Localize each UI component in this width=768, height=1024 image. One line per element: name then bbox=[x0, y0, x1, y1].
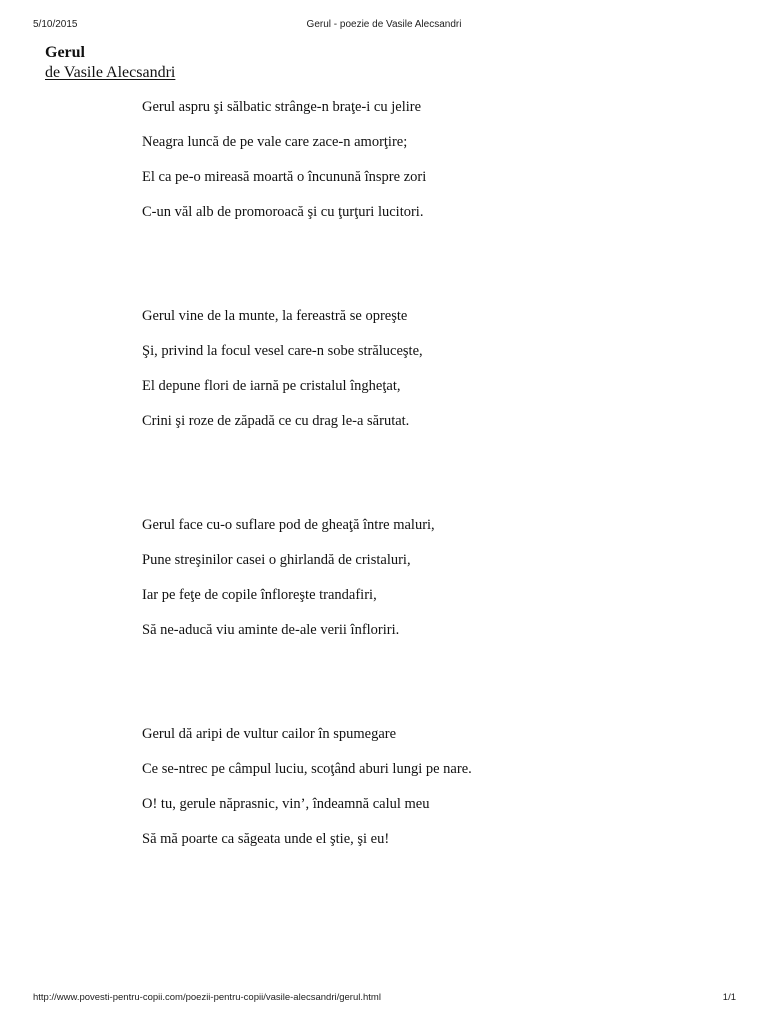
poem-line: El depune flori de iarnă pe cristalul îngheţat, bbox=[142, 378, 401, 394]
author-link[interactable]: de Vasile Alecsandri bbox=[45, 64, 176, 81]
stanza-1 bbox=[142, 98, 702, 238]
poem-line: C-un văl alb de promoroacă şi cu ţurţuri lucitori. bbox=[142, 204, 424, 220]
stanza-3 bbox=[142, 516, 702, 656]
poem-line: Ce se-ntrec pe câmpul luciu, scoţând aburi lungi pe nare. bbox=[142, 761, 472, 777]
poem-line: Crini şi roze de zăpadă ce cu drag le-a sărutat. bbox=[142, 413, 410, 429]
print-date: 5/10/2015 bbox=[33, 19, 78, 30]
poem-line: O! tu, gerule năprasnic, vin’, îndeamnă calul meu bbox=[142, 796, 430, 812]
print-header-title: Gerul - poezie de Vasile Alecsandri bbox=[306, 19, 462, 30]
poem-line: Pune streşinilor casei o ghirlandă de cristaluri, bbox=[142, 552, 411, 568]
poem-line: Neagra luncă de pe vale care zace-n amorţire; bbox=[142, 134, 408, 150]
stanza-2 bbox=[142, 307, 702, 447]
poem-line: Gerul face cu-o suflare pod de gheaţă între maluri, bbox=[142, 517, 435, 533]
poem-line: Să ne-aducă viu aminte de-ale verii înfloriri. bbox=[142, 622, 400, 638]
poem-title: Gerul bbox=[45, 44, 85, 61]
poem-line: Gerul dă aripi de vultur cailor în spumegare bbox=[142, 726, 397, 742]
page-number: 1/1 bbox=[722, 992, 736, 1003]
poem-body bbox=[142, 98, 702, 934]
poem-line: Şi, privind la focul vesel care-n sobe străluceşte, bbox=[142, 343, 423, 359]
poem-line: Iar pe feţe de copile înfloreşte trandafiri, bbox=[142, 587, 377, 603]
source-url-link[interactable]: http://www.povesti-pentru-copii.com/poezii-pentru-copii/vasile-alecsandri/gerul.html bbox=[33, 992, 381, 1003]
poem-line: El ca pe-o mireasă moartă o încunună înspre zori bbox=[142, 169, 427, 185]
poem-line: Să mă poarte ca săgeata unde el ştie, şi eu! bbox=[142, 831, 390, 847]
stanza-4 bbox=[142, 725, 702, 865]
poem-line: Gerul aspru şi sălbatic strânge-n braţe-i cu jelire bbox=[142, 99, 422, 115]
poem-line: Gerul vine de la munte, la fereastră se opreşte bbox=[142, 308, 408, 324]
